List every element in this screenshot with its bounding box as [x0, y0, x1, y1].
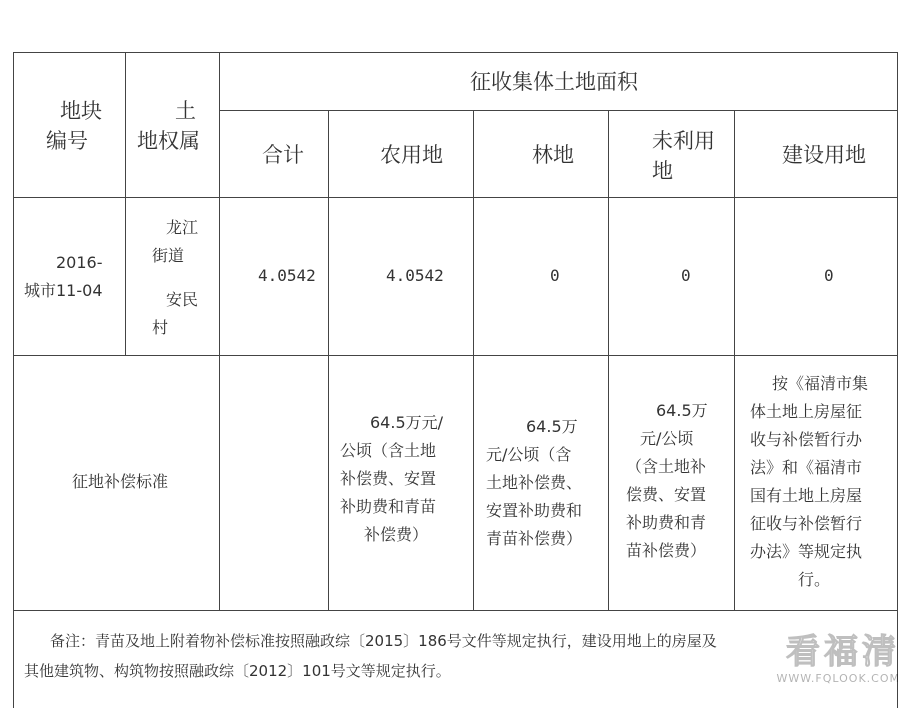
- comp-forest-line: 青苗补偿费）: [486, 529, 583, 548]
- header-parcel-line2: 编号: [46, 129, 88, 153]
- divider-group-title: [219, 110, 898, 111]
- row-unused-value: 0: [681, 266, 691, 285]
- header-parcel-line1: 地块: [60, 99, 102, 123]
- header-farmland: 农用地: [380, 143, 443, 167]
- header-land-ownership: [137, 96, 217, 156]
- row-parcel-number: [24, 249, 124, 305]
- header-owner-line2: 地权属: [137, 129, 200, 153]
- remark-line1: 备注：青苗及地上附着物补偿标准按照融政综〔2015〕186号文件等规定执行，建设用地上的房屋及: [50, 632, 717, 650]
- divider-col-2: [219, 52, 220, 610]
- row-owner-line4: 村: [152, 318, 169, 337]
- comp-construction-line: 行。: [798, 570, 831, 589]
- header-owner-line1: 土: [175, 99, 196, 123]
- header-unused: [652, 126, 732, 186]
- comp-construction-line: 国有土地上房屋: [750, 486, 863, 505]
- header-total: 合计: [262, 143, 304, 167]
- comp-farmland-line: 补偿费）: [364, 525, 429, 544]
- row-land-ownership: [152, 214, 218, 342]
- row-parcel-line2: 城市11-04: [24, 281, 103, 300]
- comp-farmland-line: 64.5万元/: [370, 413, 444, 432]
- divider-col-4: [473, 110, 474, 610]
- comp-construction-line: 收与补偿暂行办: [750, 430, 863, 449]
- row-owner-line3: 安民: [166, 290, 199, 309]
- comp-unused-line: （含土地补: [626, 457, 707, 476]
- divider-header-bottom: [13, 197, 898, 198]
- comp-construction-line: 体土地上房屋征: [750, 402, 863, 421]
- comp-unused-line: 偿费、安置: [626, 485, 707, 504]
- comp-farmland-line: 补助费和青苗: [340, 497, 437, 516]
- divider-col-3: [328, 110, 329, 610]
- header-parcel-number: [46, 96, 116, 156]
- compensation-farmland: [340, 409, 470, 549]
- divider-compensation-bottom: [13, 610, 898, 611]
- watermark-url: WWW.FQLOOK.COM: [776, 672, 900, 685]
- border-top: [13, 52, 898, 53]
- comp-forest-line: 安置补助费和: [486, 501, 583, 520]
- divider-col-6: [734, 110, 735, 610]
- row-owner-line1: 龙江: [166, 218, 199, 237]
- comp-forest-line: 64.5万: [526, 417, 578, 436]
- comp-forest-line: 土地补偿费、: [486, 473, 583, 492]
- comp-farmland-line: 公顷（含土地: [340, 441, 437, 460]
- row-forest-value: 0: [550, 266, 560, 285]
- header-unused-line1: 未利用: [652, 129, 715, 153]
- comp-unused-line: 苗补偿费）: [626, 541, 707, 560]
- header-group-title: 征收集体土地面积: [470, 70, 638, 94]
- comp-unused-line: 元/公顷: [640, 429, 694, 448]
- compensation-label: 征地补偿标准: [72, 472, 169, 491]
- row-total-value: 4.0542: [258, 266, 316, 285]
- header-forest: 林地: [532, 143, 574, 167]
- compensation-forest: [486, 413, 606, 553]
- comp-farmland-line: 补偿费、安置: [340, 469, 437, 488]
- divider-data-bottom: [13, 355, 898, 356]
- row-farmland-value: 4.0542: [386, 266, 444, 285]
- row-owner-line2: 街道: [152, 246, 185, 265]
- row-parcel-line1: 2016-: [56, 253, 103, 272]
- header-unused-line2: 地: [652, 159, 673, 183]
- comp-construction-line: 征收与补偿暂行: [750, 514, 863, 533]
- watermark-brand: 看福清: [786, 632, 900, 672]
- header-construction: 建设用地: [782, 143, 866, 167]
- divider-col-1: [125, 52, 126, 355]
- divider-col-5: [608, 110, 609, 610]
- comp-construction-line: 办法》等规定执: [750, 542, 863, 561]
- compensation-construction: [750, 370, 896, 594]
- comp-construction-line: 法》和《福清市: [750, 458, 863, 477]
- comp-forest-line: 元/公顷（含: [486, 445, 572, 464]
- row-construction-value: 0: [824, 266, 834, 285]
- comp-unused-line: 64.5万: [656, 401, 708, 420]
- comp-construction-line: 按《福清市集: [772, 374, 869, 393]
- comp-unused-line: 补助费和青: [626, 513, 707, 532]
- remark-line2: 其他建筑物、构筑物按照融政综〔2012〕101号文等规定执行。: [24, 662, 451, 680]
- compensation-unused: [626, 397, 732, 565]
- watermark-logo: [730, 632, 900, 708]
